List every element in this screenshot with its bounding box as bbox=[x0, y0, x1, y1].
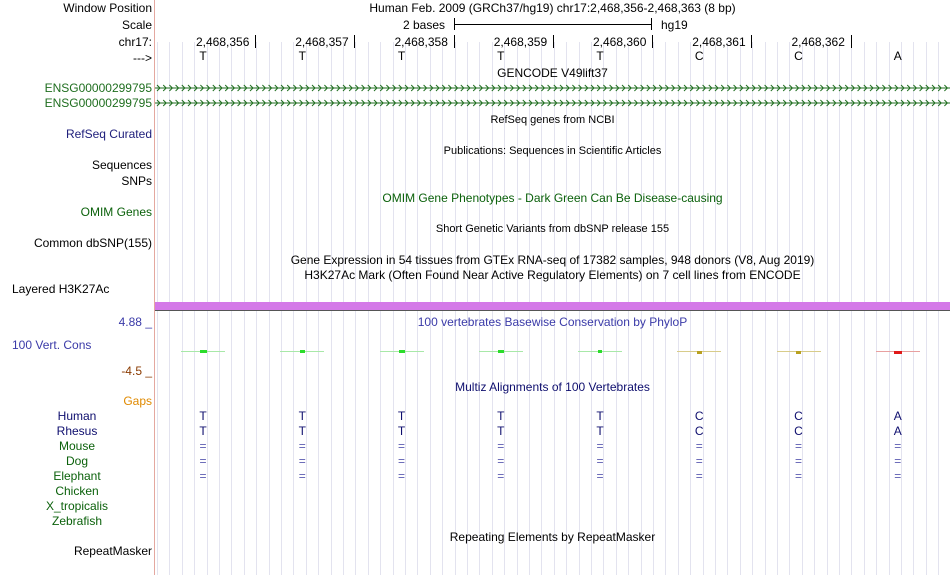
species-label-mouse: Mouse bbox=[58, 439, 96, 453]
scale-bar bbox=[155, 18, 950, 32]
strand-label: ---> bbox=[133, 51, 152, 65]
alignment-base: = bbox=[794, 469, 802, 483]
ruler-tick bbox=[851, 35, 852, 48]
alignment-base: = bbox=[596, 439, 604, 453]
publications-snps-label[interactable]: SNPs bbox=[121, 174, 152, 188]
phylop-score-mark bbox=[399, 350, 405, 353]
species-label-rhesus: Rhesus bbox=[56, 424, 98, 438]
phylop-score-mark bbox=[598, 350, 602, 353]
alignment-base: = bbox=[695, 454, 703, 468]
reference-base: T bbox=[497, 49, 505, 63]
reference-base: C bbox=[794, 49, 803, 63]
assembly-text: hg19 bbox=[661, 18, 688, 32]
phylop-score-mark bbox=[200, 350, 207, 353]
species-label-chicken: Chicken bbox=[55, 484, 99, 498]
reference-base: C bbox=[694, 49, 704, 63]
ruler-position-label: 2,468,358 bbox=[394, 35, 448, 49]
omim-track-label[interactable]: OMIM Genes bbox=[80, 205, 152, 219]
refseq-track-title: RefSeq genes from NCBI bbox=[490, 114, 615, 126]
ruler-position-label: 2,468,356 bbox=[196, 35, 250, 49]
ruler-position-label: 2,468,361 bbox=[692, 35, 746, 49]
chrom-label: chr17: bbox=[118, 35, 152, 49]
ruler-tick bbox=[751, 35, 752, 48]
alignment-base: T bbox=[298, 409, 306, 423]
phylop-score-mark bbox=[796, 351, 801, 354]
gene-intron-chevrons bbox=[155, 81, 950, 95]
alignment-base: = bbox=[596, 469, 604, 483]
ruler-position-label: 2,468,357 bbox=[295, 35, 349, 49]
alignment-base: C bbox=[794, 409, 803, 423]
species-label-dog: Dog bbox=[65, 454, 88, 468]
alignment-base: = bbox=[397, 469, 405, 483]
h3k27ac-track-label[interactable]: Layered H3K27Ac bbox=[12, 282, 110, 296]
gene-intron-chevrons bbox=[155, 96, 950, 110]
reference-base: A bbox=[893, 49, 902, 63]
alignment-base: = bbox=[397, 454, 405, 468]
reference-base: T bbox=[596, 49, 604, 63]
dbsnp-track-label[interactable]: Common dbSNP(155) bbox=[33, 236, 152, 250]
alignment-base: = bbox=[695, 469, 703, 483]
phylop-track-title: 100 vertebrates Basewise Conservation by PhyloP bbox=[417, 315, 688, 329]
scale-bar-right-tick bbox=[651, 18, 652, 30]
alignment-base: = bbox=[894, 469, 902, 483]
scale-bar-line bbox=[454, 24, 652, 25]
phylop-max-label: 4.88 _ bbox=[118, 315, 152, 329]
phylop-score-mark bbox=[498, 350, 505, 353]
alignment-base: T bbox=[497, 424, 505, 438]
alignment-base: T bbox=[298, 424, 306, 438]
alignment-base: A bbox=[893, 424, 902, 438]
phylop-score-mark bbox=[697, 351, 703, 354]
gencode-row-label-2[interactable]: ENSG00000299795 bbox=[44, 96, 152, 110]
species-label-zebrafish: Zebrafish bbox=[51, 514, 103, 528]
alignment-base: = bbox=[497, 469, 505, 483]
multiz-gaps-label: Gaps bbox=[123, 394, 152, 408]
dbsnp-track-title: Short Genetic Variants from dbSNP release 155 bbox=[435, 223, 670, 235]
alignment-base: T bbox=[596, 409, 604, 423]
ruler-tick bbox=[454, 35, 455, 48]
phylop-track-label[interactable]: 100 Vert. Cons bbox=[12, 338, 92, 352]
h3k27ac-signal-bar bbox=[155, 302, 950, 310]
alignment-base: T bbox=[596, 424, 604, 438]
ruler-tick bbox=[255, 35, 256, 48]
alignment-base: T bbox=[397, 424, 406, 438]
alignment-base: = bbox=[298, 439, 306, 453]
alignment-base: C bbox=[694, 409, 704, 423]
species-label-x-tropicalis: X_tropicalis bbox=[45, 499, 109, 513]
alignment-base: = bbox=[199, 454, 207, 468]
h3k27ac-track-title: H3K27Ac Mark (Often Found Near Active Regulatory Elements) on 7 cell lines from ENCODE bbox=[304, 268, 801, 282]
alignment-base: T bbox=[497, 409, 505, 423]
ruler-tick bbox=[553, 35, 554, 48]
scale-text: 2 bases bbox=[403, 18, 446, 32]
h3k27ac-baseline bbox=[155, 310, 950, 311]
multiz-track-title: Multiz Alignments of 100 Vertebrates bbox=[455, 380, 650, 394]
window-position-text: Human Feb. 2009 (GRCh37/hg19) chr17:2,468,356-2,468,363 (8 bp) bbox=[369, 1, 736, 15]
track-display-area[interactable] bbox=[155, 0, 950, 575]
omim-track-title: OMIM Gene Phenotypes - Dark Green Can Be Disease-causing bbox=[382, 191, 723, 205]
alignment-base: = bbox=[695, 439, 703, 453]
repeatmasker-track-label[interactable]: RepeatMasker bbox=[73, 544, 152, 558]
phylop-score-mark bbox=[894, 351, 902, 354]
gencode-gene-feature-2[interactable] bbox=[155, 96, 950, 110]
reference-base: T bbox=[298, 49, 306, 63]
publications-track-title: Publications: Sequences in Scientific Articles bbox=[443, 145, 662, 157]
ruler-position-label: 2,468,359 bbox=[493, 35, 548, 49]
alignment-base: = bbox=[894, 454, 902, 468]
alignment-base: = bbox=[497, 454, 505, 468]
species-label-human: Human bbox=[57, 409, 97, 423]
window-position-label: Window Position bbox=[63, 1, 152, 15]
alignment-base: = bbox=[794, 454, 802, 468]
alignment-base: C bbox=[694, 424, 704, 438]
gencode-gene-feature-1[interactable] bbox=[155, 81, 950, 95]
ruler-position-label: 2,468,360 bbox=[593, 35, 647, 49]
ruler-position-label: 2,468,362 bbox=[791, 35, 845, 49]
alignment-base: = bbox=[596, 454, 604, 468]
alignment-base: A bbox=[893, 409, 902, 423]
alignment-base: = bbox=[497, 439, 505, 453]
alignment-base: T bbox=[397, 409, 406, 423]
reference-base: T bbox=[397, 49, 406, 63]
alignment-base: = bbox=[298, 454, 306, 468]
ruler-tick bbox=[652, 35, 653, 48]
gencode-row-label-1[interactable]: ENSG00000299795 bbox=[44, 81, 152, 95]
reference-base: T bbox=[199, 49, 207, 63]
species-label-elephant: Elephant bbox=[53, 469, 101, 483]
gencode-track-title: GENCODE V49lift37 bbox=[497, 66, 608, 80]
gtex-track-title: Gene Expression in 54 tissues from GTEx RNA-seq of 17382 samples, 948 donors (V8, Aug 2019) bbox=[290, 253, 815, 267]
track-label-panel bbox=[0, 0, 154, 575]
scale-label: Scale bbox=[121, 18, 152, 32]
publications-sequences-label[interactable]: Sequences bbox=[91, 158, 152, 172]
refseq-track-label[interactable]: RefSeq Curated bbox=[65, 127, 152, 141]
alignment-base: T bbox=[199, 424, 207, 438]
ruler-tick bbox=[354, 35, 355, 48]
alignment-base: C bbox=[794, 424, 803, 438]
alignment-base: = bbox=[199, 439, 207, 453]
alignment-base: = bbox=[199, 469, 207, 483]
alignment-base: = bbox=[894, 439, 902, 453]
alignment-base: = bbox=[794, 439, 802, 453]
alignment-base: T bbox=[199, 409, 207, 423]
repeatmasker-track-title: Repeating Elements by RepeatMasker bbox=[449, 530, 656, 544]
phylop-score-mark bbox=[300, 350, 306, 353]
alignment-base: = bbox=[397, 439, 405, 453]
alignment-base: = bbox=[298, 469, 306, 483]
phylop-min-label: -4.5 _ bbox=[121, 364, 152, 378]
